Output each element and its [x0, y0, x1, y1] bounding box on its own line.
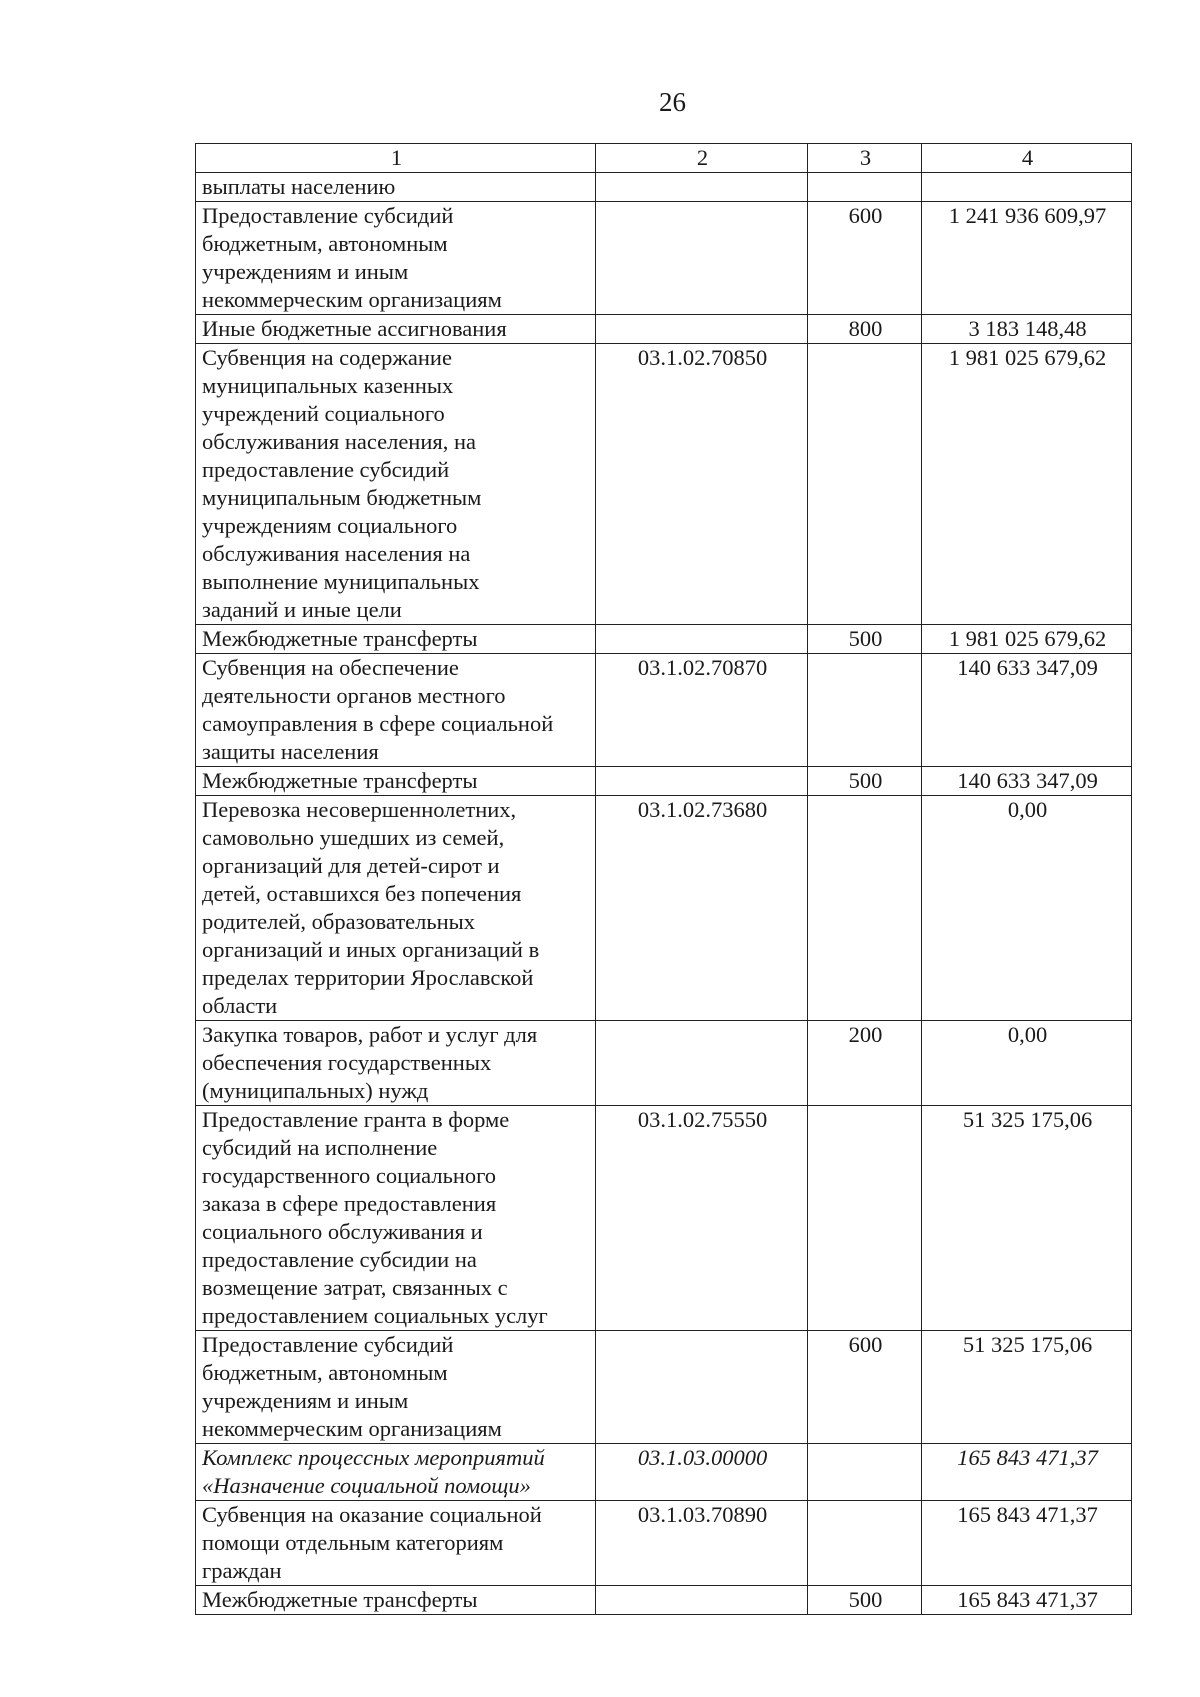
cell-name: Межбюджетные трансферты: [196, 625, 596, 654]
cell-code: [596, 202, 808, 315]
cell-type: [808, 1106, 922, 1331]
cell-type: 200: [808, 1021, 922, 1106]
cell-code: 03.1.02.70850: [596, 344, 808, 625]
table-row: [196, 1331, 1132, 1444]
cell-name: Закупка товаров, работ и услуг для обеспечения государственных (муниципальных) нужд: [196, 1021, 596, 1106]
table-row: [196, 202, 1132, 315]
cell-name: выплаты населению: [196, 173, 596, 202]
cell-code: [596, 767, 808, 796]
cell-code: 03.1.02.75550: [596, 1106, 808, 1331]
cell-code: [596, 625, 808, 654]
header-col-3: 3: [808, 144, 922, 173]
table-row: [196, 767, 1132, 796]
cell-amount: [922, 173, 1132, 202]
table-row: [196, 315, 1132, 344]
table-row: [196, 1106, 1132, 1331]
cell-name: Перевозка несовершеннолетних, самовольно ушедших из семей, организаций для детей-сирот и детей, оставшихся без попечения родителей, образовательных организаций и иных организаций в пределах территории Ярославской области: [196, 796, 596, 1021]
cell-name: Иные бюджетные ассигнования: [196, 315, 596, 344]
table-row: [196, 344, 1132, 625]
cell-type: 500: [808, 767, 922, 796]
cell-type: 600: [808, 1331, 922, 1444]
cell-code: 03.1.03.00000: [596, 1444, 808, 1501]
table-row: [196, 1021, 1132, 1106]
cell-amount: 165 843 471,37: [922, 1444, 1132, 1501]
cell-name: Комплекс процессных мероприятий «Назначение социальной помощи»: [196, 1444, 596, 1501]
cell-amount: 51 325 175,06: [922, 1331, 1132, 1444]
cell-type: [808, 1501, 922, 1586]
cell-name: Субвенция на содержание муниципальных казенных учреждений социального обслуживания населения, на предоставление субсидий муниципальным бюджетным учреждениям социального обслуживания населения на выполнение муниципальных заданий и иные цели: [196, 344, 596, 625]
table-row: [196, 173, 1132, 202]
cell-amount: 165 843 471,37: [922, 1501, 1132, 1586]
cell-name: Предоставление субсидий бюджетным, автономным учреждениям и иным некоммерческим организациям: [196, 1331, 596, 1444]
header-col-1: 1: [196, 144, 596, 173]
cell-code: [596, 315, 808, 344]
cell-amount: 140 633 347,09: [922, 654, 1132, 767]
table-row: [196, 1501, 1132, 1586]
cell-type: [808, 796, 922, 1021]
cell-type: 600: [808, 202, 922, 315]
cell-name: Межбюджетные трансферты: [196, 1586, 596, 1615]
table-row: [196, 625, 1132, 654]
cell-amount: 0,00: [922, 796, 1132, 1021]
table-row: [196, 1586, 1132, 1615]
cell-amount: 1 981 025 679,62: [922, 344, 1132, 625]
cell-name: Субвенция на оказание социальной помощи отдельным категориям граждан: [196, 1501, 596, 1586]
cell-type: 800: [808, 315, 922, 344]
table-body: [196, 173, 1132, 1615]
cell-code: 03.1.02.70870: [596, 654, 808, 767]
cell-code: 03.1.02.73680: [596, 796, 808, 1021]
cell-code: [596, 1331, 808, 1444]
cell-amount: 1 241 936 609,97: [922, 202, 1132, 315]
cell-code: [596, 1586, 808, 1615]
cell-amount: 3 183 148,48: [922, 315, 1132, 344]
cell-name: Предоставление гранта в форме субсидий на исполнение государственного социального заказа в сфере предоставления социального обслуживания и предоставление субсидии на возмещение затрат, связанных с предоставлением социальных услуг: [196, 1106, 596, 1331]
cell-amount: 0,00: [922, 1021, 1132, 1106]
table-row: [196, 1444, 1132, 1501]
cell-type: [808, 344, 922, 625]
cell-amount: 165 843 471,37: [922, 1586, 1132, 1615]
header-col-2: 2: [596, 144, 808, 173]
cell-name: Предоставление субсидий бюджетным, автономным учреждениям и иным некоммерческим организациям: [196, 202, 596, 315]
cell-amount: 51 325 175,06: [922, 1106, 1132, 1331]
cell-type: [808, 654, 922, 767]
cell-amount: 140 633 347,09: [922, 767, 1132, 796]
budget-table: [195, 143, 1132, 1615]
page-number: 26: [659, 87, 686, 117]
header-row: [196, 144, 1132, 173]
cell-name: Межбюджетные трансферты: [196, 767, 596, 796]
cell-name: Субвенция на обеспечение деятельности органов местного самоуправления в сфере социальной защиты населения: [196, 654, 596, 767]
cell-code: [596, 173, 808, 202]
cell-type: 500: [808, 1586, 922, 1615]
cell-type: [808, 1444, 922, 1501]
table-row: [196, 796, 1132, 1021]
cell-code: 03.1.03.70890: [596, 1501, 808, 1586]
header-col-4: 4: [922, 144, 1132, 173]
cell-type: 500: [808, 625, 922, 654]
table-row: [196, 654, 1132, 767]
table-header: [196, 144, 1132, 173]
cell-amount: 1 981 025 679,62: [922, 625, 1132, 654]
cell-type: [808, 173, 922, 202]
cell-code: [596, 1021, 808, 1106]
